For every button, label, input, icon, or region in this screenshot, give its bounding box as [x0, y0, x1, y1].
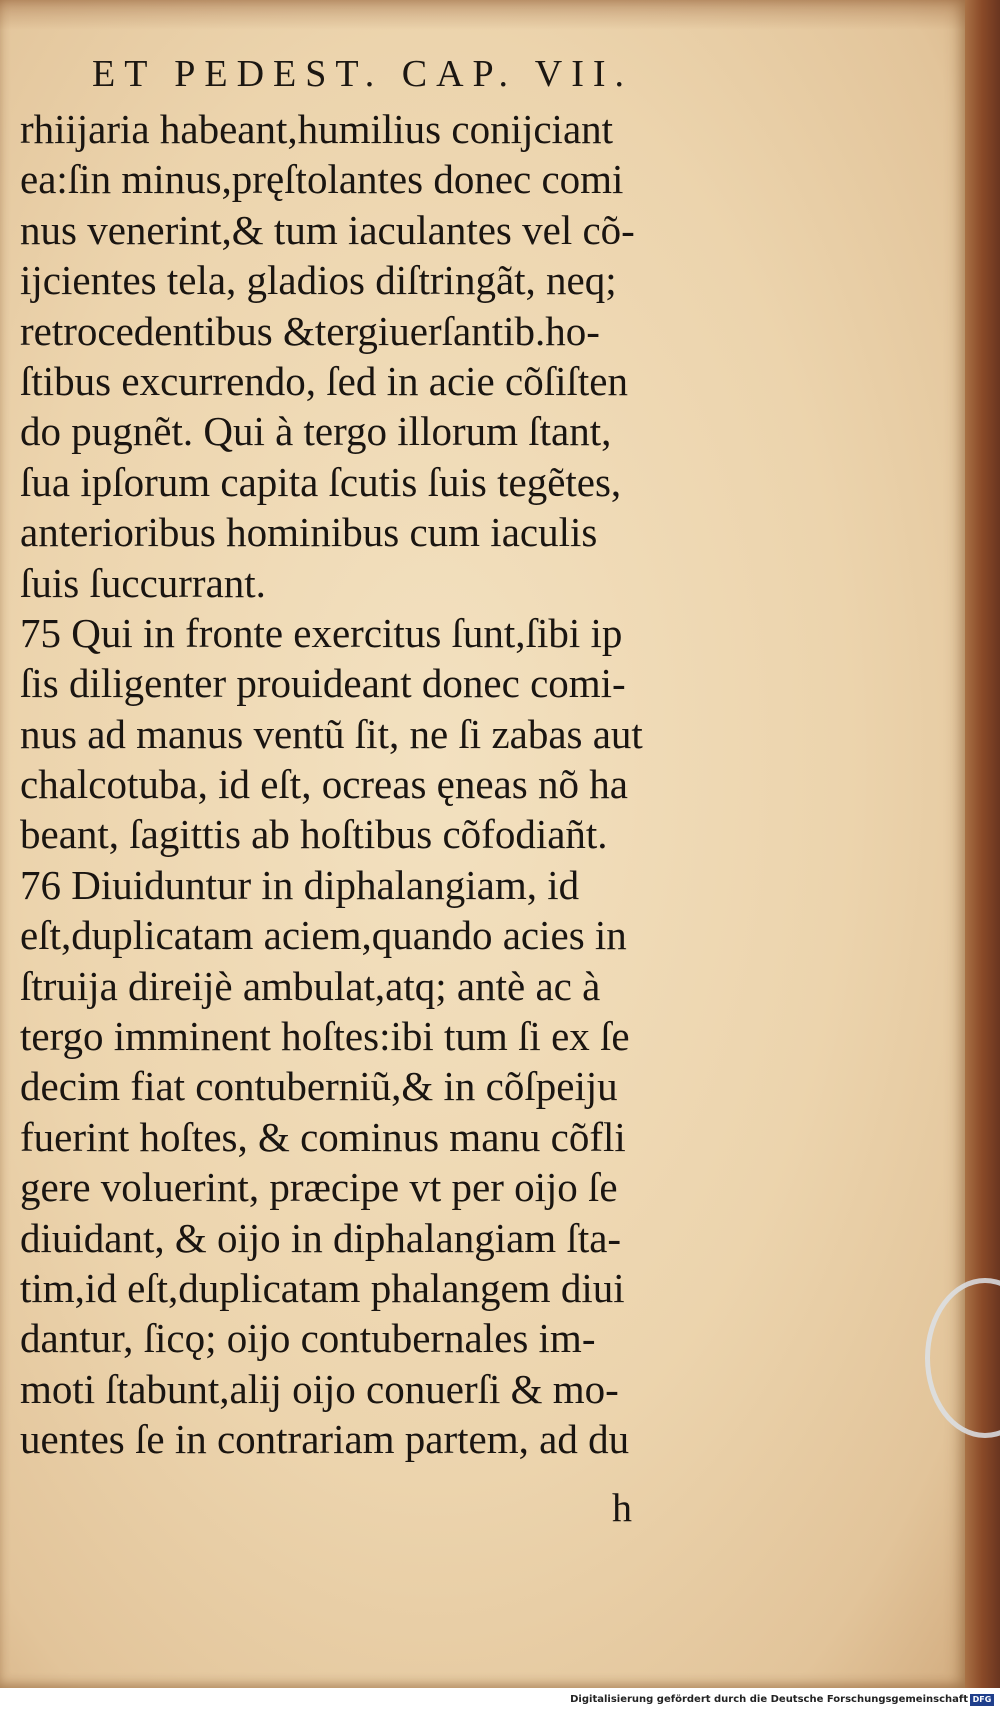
text-line: retrocedentibus &tergiuerſantib.ho-	[20, 307, 600, 354]
spine-shadow	[0, 0, 965, 30]
dfg-logo: DFG	[970, 1694, 994, 1706]
text-line: diuidant, & oĳo in diphalangiam ſta-	[20, 1214, 622, 1261]
text-line: tim,id eſt,duplicatam phalangem diui	[20, 1264, 625, 1311]
text-line: ſtruĳa direĳè ambulat,atq; antè ac à	[20, 962, 601, 1009]
text-line: tergo imminent hoſtes:ibi tum ſi ex ſe	[20, 1013, 630, 1060]
text-line: ſuis ſuccurrant.	[20, 559, 266, 606]
text-line: dantur, ſicǫ; oĳo contubernales im-	[20, 1315, 596, 1362]
text-line: 75 Qui in fronte exercitus ſunt,ſibi ip	[20, 609, 623, 656]
text-line: anterioribus hominibus cum iaculis	[20, 509, 598, 556]
page-body-text	[20, 104, 740, 1465]
text-line: decim fiat contuberniũ,& in cõſpeĳu	[20, 1063, 618, 1110]
text-line: nus venerint,& tum iaculantes vel cõ-	[20, 206, 635, 253]
digitization-credit: Digitalisierung gefördert durch die Deutsche Forschungsgemeinschaft	[570, 1694, 968, 1705]
text-line: ſtibus excurrendo, ſed in acie cõſiſten	[20, 357, 628, 404]
running-head: ET PEDEST. CAP. VII.	[92, 53, 634, 95]
text-line: ſis diligenter prouideant donec comi-	[20, 660, 626, 707]
text-line: uentes ſe in contrariam partem, ad du	[20, 1416, 630, 1463]
text-line: ea:ſin minus,pręſtolantes donec comi	[20, 156, 624, 203]
text-line: eſt,duplicatam aciem,quando acies in	[20, 912, 627, 959]
catchword: h	[612, 1485, 632, 1530]
text-line: do pugnẽt. Qui à tergo illorum ſtant,	[20, 408, 612, 455]
text-line: moti ſtabunt,alij oĳo conuerſi & mo-	[20, 1365, 619, 1412]
text-line: 76 Diuiduntur in diphalangiam, id	[20, 861, 580, 908]
text-line: beant, ſagittis ab hoſtibus cõfodiañt.	[20, 811, 608, 858]
text-line: nus ad manus ventũ ſit, ne ſi zabas aut	[20, 710, 643, 757]
text-line: gere voluerint, præcipe vt per oĳo ſe	[20, 1164, 618, 1211]
text-line: chalcotuba, id eſt, ocreas ęneas nõ ha	[20, 761, 628, 808]
text-line: ijcientes tela, gladios diſtringãt, neq;	[20, 257, 617, 304]
text-line: fuerint hoſtes, & cominus manu cõfli	[20, 1113, 626, 1160]
text-line: rhiĳaria habeant,humilius conijciant	[20, 106, 614, 152]
text-line: ſua ipſorum capita ſcutis ſuis tegẽtes,	[20, 458, 622, 505]
clasp-ring	[925, 1278, 1000, 1438]
